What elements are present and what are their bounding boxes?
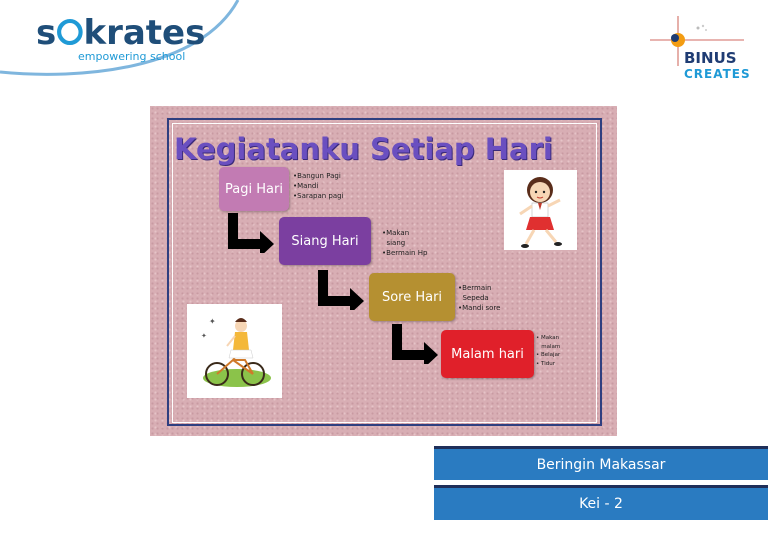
class-name: Kei - 2 (579, 496, 623, 512)
girl-illustration-icon (504, 170, 577, 250)
step-pagi-bullets: •Bangun Pagi •Mandi •Sarapan pagi (293, 172, 344, 200)
cyclist-picture (187, 304, 282, 398)
svg-text:✦: ✦ (209, 317, 216, 326)
binus-creates-logo (648, 14, 751, 84)
arrow-1-icon (226, 213, 276, 253)
slide-title: Kegiatanku Setiap Hari (174, 132, 553, 166)
step-malam-bullets: • Makan malam • Belajar • Tidur (536, 335, 561, 367)
step-malam-hari: Malam hari (441, 330, 534, 378)
sokrates-o-icon: ⭘ (56, 13, 84, 53)
creates-text: CREATES (684, 67, 751, 81)
class-name-banner (434, 488, 768, 520)
school-name: Beringin Makassar (536, 456, 666, 473)
step-siang-hari: Siang Hari (279, 217, 371, 265)
sokrates-logo: s⭘krates empowering school (36, 13, 206, 63)
step-sore-hari: Sore Hari (369, 273, 455, 321)
arrow-3-icon (390, 324, 440, 364)
cyclist-illustration-icon (187, 304, 282, 398)
school-name-banner (434, 449, 768, 480)
girl-picture (504, 170, 577, 250)
step-pagi-hari: Pagi Hari (219, 167, 289, 211)
step-sore-bullets: •Bermain Sepeda •Mandi sore (458, 284, 501, 312)
step-siang-bullets: •Makan siang •Bermain Hp (382, 229, 428, 257)
slide-image (150, 106, 617, 436)
svg-text:✦: ✦ (201, 332, 207, 340)
binus-text: BINUS (684, 49, 737, 67)
sokrates-tagline: empowering school (78, 50, 186, 63)
arrow-2-icon (316, 270, 366, 310)
